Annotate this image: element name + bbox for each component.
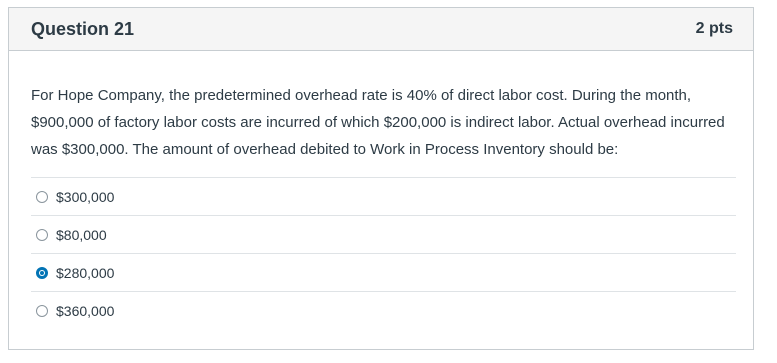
question-points: 2 pts <box>695 20 733 37</box>
answer-label: $300,000 <box>56 188 115 205</box>
question-title: Question 21 <box>31 18 135 39</box>
radio-button-2[interactable] <box>36 229 48 241</box>
answer-label: $280,000 <box>56 264 115 281</box>
radio-button-3[interactable] <box>36 267 48 279</box>
question-text: For Hope Company, the predetermined overhead rate is 40% of direct labor cost. During the month, $900,000 of factory labor costs are incurred of which $200,000 is indirect labor. Actual overhead incurred was $300,000. The amount of overhead debited to Work in Process Inventory should be: <box>31 87 725 158</box>
answer-option-1[interactable] <box>31 177 736 215</box>
radio-button-1[interactable] <box>36 191 48 203</box>
answer-label: $360,000 <box>56 302 115 319</box>
answer-option-3[interactable] <box>31 253 736 291</box>
question-card <box>8 7 754 350</box>
answer-list <box>31 177 736 329</box>
radio-button-4[interactable] <box>36 305 48 317</box>
question-header <box>9 8 753 51</box>
answer-option-2[interactable] <box>31 215 736 253</box>
answer-label: $80,000 <box>56 226 107 243</box>
answer-option-4[interactable] <box>31 291 736 329</box>
